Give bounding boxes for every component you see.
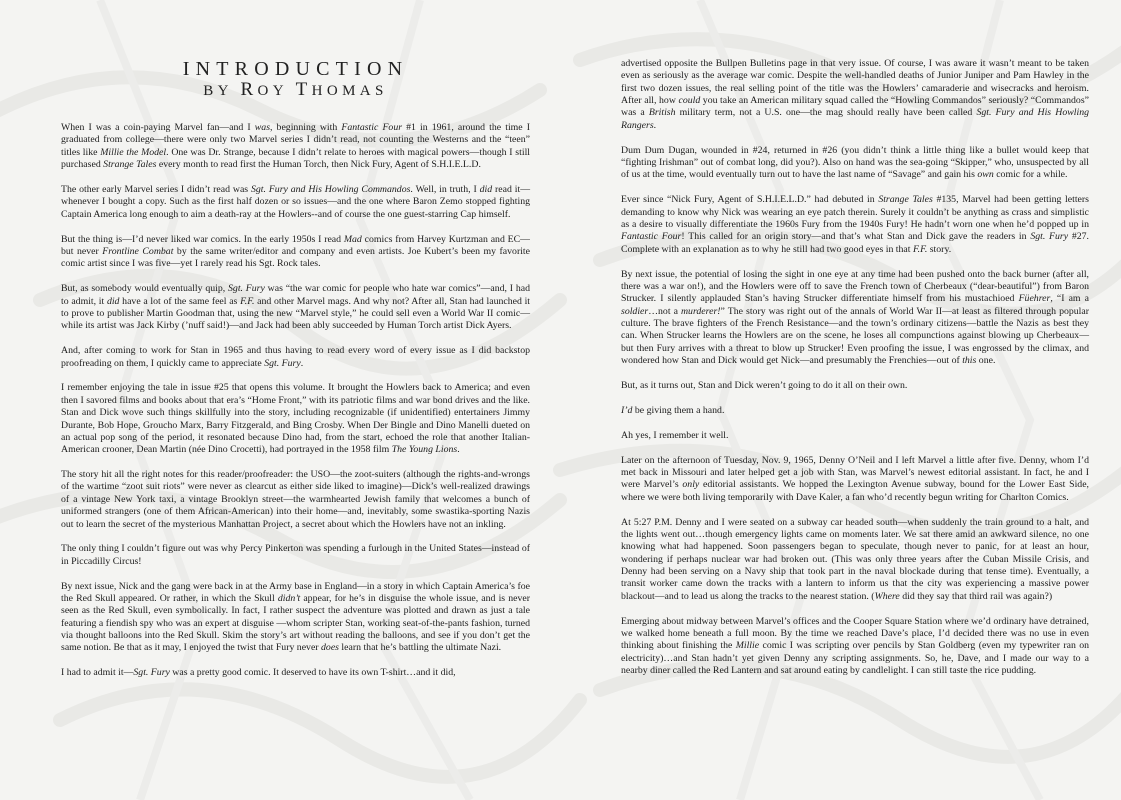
text-run: Ever since “Nick Fury, Agent of S.H.I.E.L.D.” had debuted in: [621, 194, 879, 206]
text-run: Sgt. Fury and His Howling Commandos: [250, 183, 411, 195]
text-run: comics from Harvey Kurtzman and EC—but never: [61, 233, 530, 257]
text-run: . Well, in truth, I: [410, 183, 480, 195]
text-run: Strange Tales: [878, 194, 933, 206]
text-run: .: [653, 119, 657, 131]
text-run: Millie the Model: [100, 146, 167, 158]
text-run: read it—whenever I bought a copy. Such as the first half dozen or so issues—and the one where Baron Zemo stopped fighting Captain America long enough to aim a death-ray at the Howlers--and of course the one guest-starring Cap himself.: [61, 183, 530, 220]
paragraph: [621, 430, 1089, 442]
paragraph: [61, 667, 530, 679]
text-run: editorial assistants. We hopped the Lexington Avenue subway, bound for the Lower East Side, where we were both living temporarily with Dave Kaler, a fan who’d recently begun writing for Charlton Comics.: [621, 479, 1089, 503]
byline: BY ROY THOMAS: [203, 79, 388, 100]
text-run: does: [321, 642, 339, 654]
text-run: Strange Tales: [103, 159, 157, 171]
text-run: Later on the afternoon of Tuesday, Nov. 9, 1965, Denny O’Neil and I left Marvel a little after five. Denny, whom I’d met back in Missouri and later helped get a job with Stan, was Marvel’s newest editorial assistant. In fact, he and I were Marvel’s: [621, 454, 1089, 491]
text-run: I had to admit it—: [61, 667, 134, 679]
paragraph: [621, 380, 1089, 392]
text-run: and other Marvel mags. And why not? After all, Stan had launched it to prove to publisher Martin Goodman that, using the new “Marvel style,” he could sell even a World War II comic—while its artist was Jack Kirby (’nuff said!)—and Jack had been ably succeeded by Human Torch artist Dick Ayers.: [61, 295, 531, 332]
text-run: , “I am a: [1050, 293, 1089, 305]
text-run: At 5:27 P.M. Denny and I were seated on a subway car headed south—when suddenly the train ground to a halt, and the lights went out…though emergency lights came on moments later. We sat there amid an awkward silence, no one knowing what had happened. Soon passengers began to speculate, though never to panic, for at least an hour, wondering if perhaps nuclear war had broken out. (This was only three years after the Cuban Missile Crisis, and Denny had been serving on a Navy ship that took part in the naval blockade during that tense time). Eventually, a transit worker came down the tracks with a lantern to inform us that the city was experiencing a massive power blackout—and to lead us along the tracks to the nearest station. (: [621, 516, 1089, 602]
paragraph: [61, 543, 530, 568]
paragraph: [621, 455, 1089, 504]
paragraph: [61, 345, 530, 370]
text-run: F.F.: [912, 243, 928, 255]
text-run: comic I was scripting over pencils by Stan Goldberg (even my typewriter ran on electricity)…and Stan hadn’t yet given Denny any scripting assignments. So, he, Dave, and I made our way to a nearby diner called the Red Lantern and sat around eating by candlelight. I can still taste the rice pudding.: [621, 640, 1089, 677]
paragraph: [61, 283, 530, 332]
text-run: F.F.: [240, 295, 255, 307]
text-run: story.: [927, 243, 952, 255]
text-run: this: [962, 355, 977, 366]
left-body-text: [61, 122, 530, 680]
text-run: #1 in 1961, around the time I graduated from college—there were only two Marvel series I didn’t read, not counting the Westerns and the “teen” titles like: [61, 122, 530, 158]
text-run: Where: [874, 590, 900, 602]
text-run: every month to read first the Human Torch, then Nick Fury, Agent of S.H.I.E.L.D.: [156, 159, 481, 171]
paragraph: [621, 269, 1089, 368]
text-run: Ah yes, I remember it well.: [621, 429, 729, 441]
text-run: ” The story was right out of the annals of World War II—at least as filtered through popular culture. The brave fighters of the French Resistance—and the town’s ordinary citizens—battle the Nazis as best they can. When Strucker learns the Howlers are on the scene, he loses all compunctions against blowing up Cherbeaux—but then Fury arrives with a threat to blow up Strucker! Even proofing the issue, I was engrossed by the climax, and wondered how Stan and Dick would get Nick—and presumably the Frenchies—out of: [621, 305, 1090, 366]
text-run: British: [648, 107, 676, 119]
text-run: .: [300, 357, 304, 369]
text-run: Dum Dum Dugan, wounded in #24, returned in #26 (you didn’t think a little thing like a bullet would keep that “fighting Irishman” out of combat long, did you?). Also on hand was the sea-going “Skipper,” who, unsuspected by all of us at the time, would eventually turn out to have the last name of “Savage” and gain his: [621, 144, 1089, 181]
text-run: you take an American military squad called the “Howling Commandos” seriously? “Commandos” was a: [621, 95, 1089, 119]
text-run: .: [457, 444, 460, 456]
text-run: military term, not a U.S. one—the mag should really have been called: [675, 107, 977, 119]
text-run: only: [682, 479, 700, 491]
paragraph: [621, 145, 1089, 182]
text-run: The story hit all the right notes for this reader/proofreader: the USO—the zoot-suiters (although the rights-and-wrongs of the wartime “zoot suit riots” were never as clearcut as either side liked to imagine)—Dick’s well-realized drawings of a vintage New York taxi, a vintage Brooklyn street—the warmhearted Jewish family that welcomes a bunch of uniformed strangers (one of them African-American) into their home—and, inevitably, some swastika-sporting Nazis out to learn the secret of the mysterious Manhattan Project, a secret about which the Howlers have not an inkling.: [61, 469, 530, 530]
text-run: have a lot of the same feel as: [119, 295, 241, 307]
paragraph: [61, 122, 530, 171]
text-run: Sgt. Fury: [228, 283, 265, 295]
text-run: . One was Dr. Strange, because I didn’t relate to heroes with magical powers—though I still purchased: [61, 146, 531, 171]
text-run: But the thing is—I’d never liked war comics. In the early 1950s I read: [61, 233, 344, 245]
text-run: comic for a while.: [993, 169, 1068, 181]
text-run: murderer!: [680, 305, 721, 317]
paragraph: [61, 184, 530, 221]
text-run: #135, Marvel had been getting letters demanding to know why Nick was wearing an eye patch therein. Surely it couldn’t be anything as crass and simplistic as a desire to visually differentiate the 1960s Fury from the 1940s Fury! He hadn’t worn one when he’d popped up in: [621, 194, 1089, 230]
text-run: But, as somebody would eventually quip,: [61, 283, 229, 295]
text-run: Fantastic Four: [341, 122, 403, 133]
text-run: Füehrer: [1018, 293, 1051, 305]
paragraph: [61, 382, 530, 456]
text-run: own: [977, 169, 994, 181]
right-body-text: [621, 58, 1089, 677]
text-run: And, after coming to work for Stan in 1965 and thus having to read every word of every issue as I did backstop proofreading on them, I quickly came to appreciate: [61, 345, 530, 369]
text-run: The Young Lions: [391, 444, 458, 456]
text-run: I’d: [621, 404, 633, 416]
text-run: did they say that third rail was again?): [899, 590, 1053, 602]
left-page: [0, 0, 560, 800]
text-run: The other early Marvel series I didn’t read was: [61, 183, 251, 195]
text-run: was: [254, 122, 271, 133]
paragraph: [621, 517, 1089, 603]
paragraph: [61, 581, 530, 655]
text-run: didn’t: [277, 593, 301, 605]
paragraph: [621, 405, 1089, 417]
paragraph: [621, 616, 1089, 678]
text-run: soldier: [621, 305, 649, 317]
text-run: By next issue, the potential of losing the sight in one eye at any time had been pushed onto the back burner (after all, there was a war on!), and the Howlers were off to save the French town of Cherbeaux (“dear-beautiful”) from Baron Strucker. I silently applauded Stan’s having Strucker differentiate himself from his mustachioed: [621, 268, 1089, 305]
text-run: did: [479, 183, 493, 195]
title-block: [61, 58, 530, 101]
text-run: Sgt. Fury: [1030, 231, 1069, 243]
text-run: Sgt. Fury and His Howling Rangers: [621, 107, 1089, 131]
text-run: Sgt. Fury: [133, 667, 170, 679]
text-run: could: [678, 95, 701, 107]
text-run: one.: [976, 355, 996, 366]
text-run: …not a: [648, 305, 681, 317]
text-run: did: [106, 295, 120, 307]
text-run: Millie: [735, 640, 760, 652]
paragraph: [621, 58, 1089, 132]
text-run: ! This called for an origin story—and that’s what Stan and Dick gave the readers in: [681, 231, 1031, 243]
text-run: Mad: [343, 233, 362, 245]
text-run: The only thing I couldn’t figure out was why Percy Pinkerton was spending a furlough in the United States—instead of in Piccadilly Circus!: [61, 543, 530, 567]
text-run: When I was a coin-paying Marvel fan—and I: [61, 122, 255, 133]
paragraph: [61, 234, 530, 271]
text-run: was “the war comic for people who hate war comics”—and, I had to admit, it: [61, 283, 530, 307]
text-run: Emerging about midway between Marvel’s offices and the Cooper Square Station where we’d ordinary have detrained, we walked home beneath a full moon. By the time we reached Dave’s place, I’d decided there was no use in even thinking about finishing the: [621, 615, 1089, 652]
text-run: Frontline Combat: [102, 245, 174, 257]
text-run: learn that he’s battling the ultimate Nazi.: [338, 642, 502, 654]
text-run: I remember enjoying the tale in issue #25 that opens this volume. It brought the Howlers back to America; and even then I savored films and books about that era’s “Home Front,” with its patriotic films and war bond drives and the like. Stan and Dick wove such things skillfully into the story, including recognizable (if unidentified) entertainers Jimmy Durante, Bob Hope, Groucho Marx, Barry Fitzgerald, and Bing Crosby. When Der Bingle and Dino Manelli dueted on an actual pop song of the period, it resonated because Dino had, from the start, echoed the role that another Italian-American crooner, Dean Martin (née Dino Crocetti), had portrayed in the 1958 film: [61, 382, 530, 456]
text-run: was a pretty good comic. It deserved to have its own T-shirt…and it did,: [169, 667, 456, 679]
text-run: by the same writer/editor and company and even artists. Joe Kubert’s been my favorite comic artist since I was five—yet I rarely read his Sgt. Rock tales.: [61, 245, 530, 270]
text-run: By next issue, Nick and the gang were back in at the Army base in England—in a story in which Captain America’s foe the Red Skull appeared. Or rather, in which the Skull: [61, 580, 530, 605]
text-run: But, as it turns out, Stan and Dick weren’t going to do it all on their own.: [621, 379, 908, 391]
paragraph: [621, 194, 1089, 256]
text-run: #27. Complete with an explanation as to why he still had two good eyes in that: [621, 231, 1089, 255]
text-run: appear, for he’s in disguise the whole issue, and is never seen as the Red Skull, even symbolically. In fact, I rather suspect the adventure was plotted and drawn as just a tale featuring a fiendish spy who was an expert at disguise —whom scripter Stan, working seat-of-the-pants fashion, turned via thought balloons into the Red Skull. Skim the story’s art without reading the balloons, and see if you don’t get the same notion. Be that as it may, I enjoyed the twist that Fury never: [61, 593, 530, 654]
text-run: advertised opposite the Bullpen Bulletins page in that very issue. Of course, I was aware it wasn’t meant to be taken even as seriously as the average war comic. Despite the well-handled deaths of Junior Juniper and Pam Hawley in the first two dozen issues, the real selling point of the title was the Howlers’ camaraderie and wisecracks and heroism. After all, how: [621, 58, 1089, 107]
right-page: [560, 0, 1121, 800]
page-title: INTRODUCTION: [182, 58, 409, 80]
text-run: Fantastic Four: [621, 231, 682, 243]
text-run: be giving them a hand.: [632, 404, 725, 416]
text-run: , beginning with: [270, 122, 342, 133]
text-run: Sgt. Fury: [264, 357, 301, 369]
paragraph: [61, 469, 530, 531]
